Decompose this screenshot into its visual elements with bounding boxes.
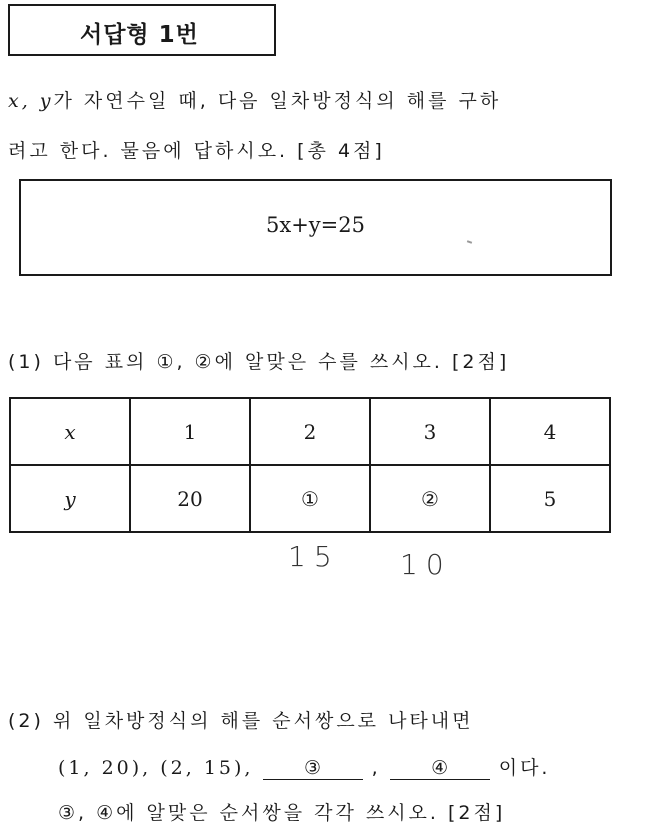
table-row-y (10, 465, 610, 532)
intro-line-1-text: 가 자연수일 때, 다음 일차방정식의 해를 구하 (53, 90, 502, 112)
row-label-y: y (10, 465, 130, 532)
intro-line-2: 려고 한다. 물음에 답하시오. [총 4점] (8, 140, 385, 162)
title-box (8, 4, 276, 56)
table-cell: 2 (250, 398, 370, 465)
equation: 5x+y=25 (266, 213, 365, 237)
table-cell: 1 (130, 398, 250, 465)
comma: , (371, 757, 381, 779)
problem-title: 서답형 1번 (80, 22, 199, 48)
table-cell: 5 (490, 465, 610, 532)
value-table (9, 397, 611, 533)
intro-line-1 (8, 86, 501, 113)
part2-question-line-3: ③, ④에 알맞은 순서쌍을 각각 쓰시오. [2점] (58, 802, 506, 824)
part2-question-line-2 (58, 753, 550, 780)
answer-blank-4: ④ (390, 757, 490, 780)
scan-speck (467, 240, 472, 244)
table-row-x (10, 398, 610, 465)
intro-variables: x, y (8, 90, 54, 112)
equation-box (19, 179, 612, 276)
handwritten-answer-1: 15 (288, 540, 340, 573)
answer-blank-3: ③ (263, 757, 363, 780)
part1-question: (1) 다음 표의 ①, ②에 알맞은 수를 쓰시오. [2점] (8, 351, 510, 373)
sentence-ending: 이다. (498, 757, 551, 779)
table-cell: 3 (370, 398, 490, 465)
handwritten-answer-2: 10 (400, 548, 452, 581)
ordered-pair-2: (2, 15), (160, 757, 254, 779)
ordered-pair-1: (1, 20), (58, 757, 152, 779)
table-cell: 20 (130, 465, 250, 532)
table-cell-blank-1: ① (250, 465, 370, 532)
row-label-x: x (10, 398, 130, 465)
part2-question-line-1: (2) 위 일차방정식의 해를 순서쌍으로 나타내면 (8, 710, 474, 732)
table-cell: 4 (490, 398, 610, 465)
table-cell-blank-2: ② (370, 465, 490, 532)
